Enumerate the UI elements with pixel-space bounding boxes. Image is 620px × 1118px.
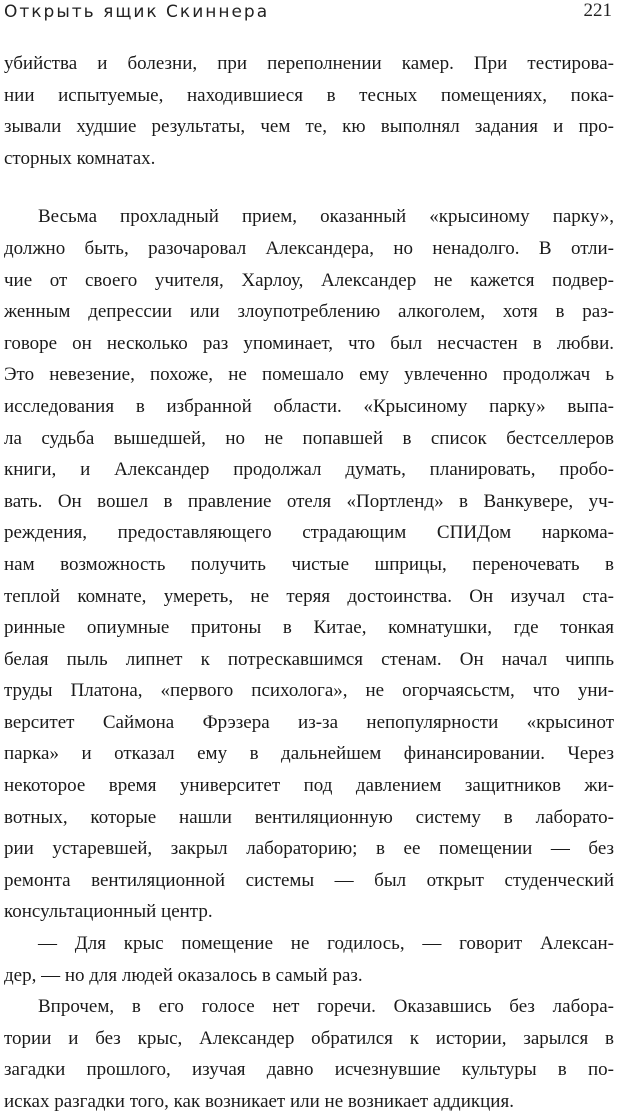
- text-line: ринные опиумные притоны в Китае, комнатушки, где тонкая: [4, 617, 614, 639]
- paragraph-gap: [4, 174, 614, 201]
- text-line: говоре он несколько раз упоминает, что был несчастен в любви.: [4, 332, 614, 354]
- text-line: сторных комнатах.: [4, 147, 156, 169]
- text-line: убийства и болезни, при переполнении камер. При тестирова-: [4, 53, 614, 74]
- text-line: нам возможность получить чистые шприцы, переночевать в: [4, 553, 614, 575]
- page-number: 221: [583, 0, 612, 21]
- text-line: дер, — но для людей оказалось в самый раз.: [4, 964, 363, 986]
- text-line: парка» и отказал ему в дальнейшем финансировании. Через: [4, 743, 614, 765]
- text-line: чие от своего учителя, Харлоу, Александер не кажется подвер-: [4, 269, 614, 291]
- text-line: Впрочем, в его голосе нет горечи. Оказавшись без лабора-: [38, 996, 614, 1018]
- text-line: нии испытуемые, находившиеся в тесных помещениях, пока-: [4, 84, 614, 106]
- text-line: ремонта вентиляционной системы — был открыт студенческий: [4, 869, 614, 891]
- text-line: — Для крыс помещение не годилось, — говорит Алексан-: [38, 933, 614, 955]
- text-line: реждения, предоставляющего страдающим СПИДом наркома-: [4, 522, 614, 544]
- text-line: книги, и Александер продолжал думать, планировать, пробо-: [4, 459, 614, 481]
- text-line: исследования в избранной области. «Крысиному парку» выпа-: [4, 395, 614, 417]
- text-line: рии устаревшей, закрыл лабораторию; в ее помещении — без: [4, 838, 614, 860]
- text-line: должно быть, разочаровал Александера, но ненадолго. В отли-: [4, 237, 614, 259]
- running-header: [4, 0, 612, 26]
- text-line: зывали худшие результаты, чем те, кю выполнял задания и про-: [4, 116, 614, 138]
- text-line: некоторое время университет под давлением защитников жи-: [4, 775, 614, 797]
- text-line: вотных, которые нашли вентиляционную систему в лаборато-: [4, 806, 614, 828]
- text-line: верситет Саймона Фрэзера из-за непопулярности «крысинот: [4, 711, 614, 733]
- paragraph: [4, 928, 614, 991]
- paragraph: [4, 48, 614, 174]
- text-line: загадки прошлого, изучая давно исчезнувшие культуры в по-: [4, 1059, 614, 1081]
- text-line: Весьма прохладный прием, оказанный «крысиному парку»,: [38, 206, 614, 228]
- running-title: Открыть ящик Скиннера: [4, 2, 270, 22]
- paragraph: [4, 201, 614, 928]
- text-line: консультационный центр.: [4, 901, 213, 923]
- text-line: исках разгадки того, как возникает или не возникает аддикция.: [4, 1091, 514, 1112]
- paragraph: [4, 991, 614, 1117]
- text-line: вать. Он вошел в правление отеля «Портленд» в Ванкувере, уч-: [4, 490, 614, 512]
- text-line: теплой комнате, умереть, не теряя достоинства. Он изучал ста-: [4, 585, 614, 607]
- text-line: Это невезение, похоже, не помешало ему увлеченно продолжач ь: [4, 364, 614, 386]
- body-text: [4, 48, 614, 1118]
- text-line: женным депрессии или злоупотреблению алкоголем, хотя в раз-: [4, 301, 614, 323]
- text-line: белая пыль липнет к потрескавшимся стенам. Он начал чиппь: [4, 648, 614, 670]
- text-line: тории и без крыс, Александер обратился к истории, зарылся в: [4, 1027, 614, 1049]
- text-line: труды Платона, «первого психолога», не огорчаясьстм, что уни-: [4, 680, 614, 702]
- text-line: ла судьба вышедшей, но не попавшей в список бестселлеров: [4, 427, 614, 449]
